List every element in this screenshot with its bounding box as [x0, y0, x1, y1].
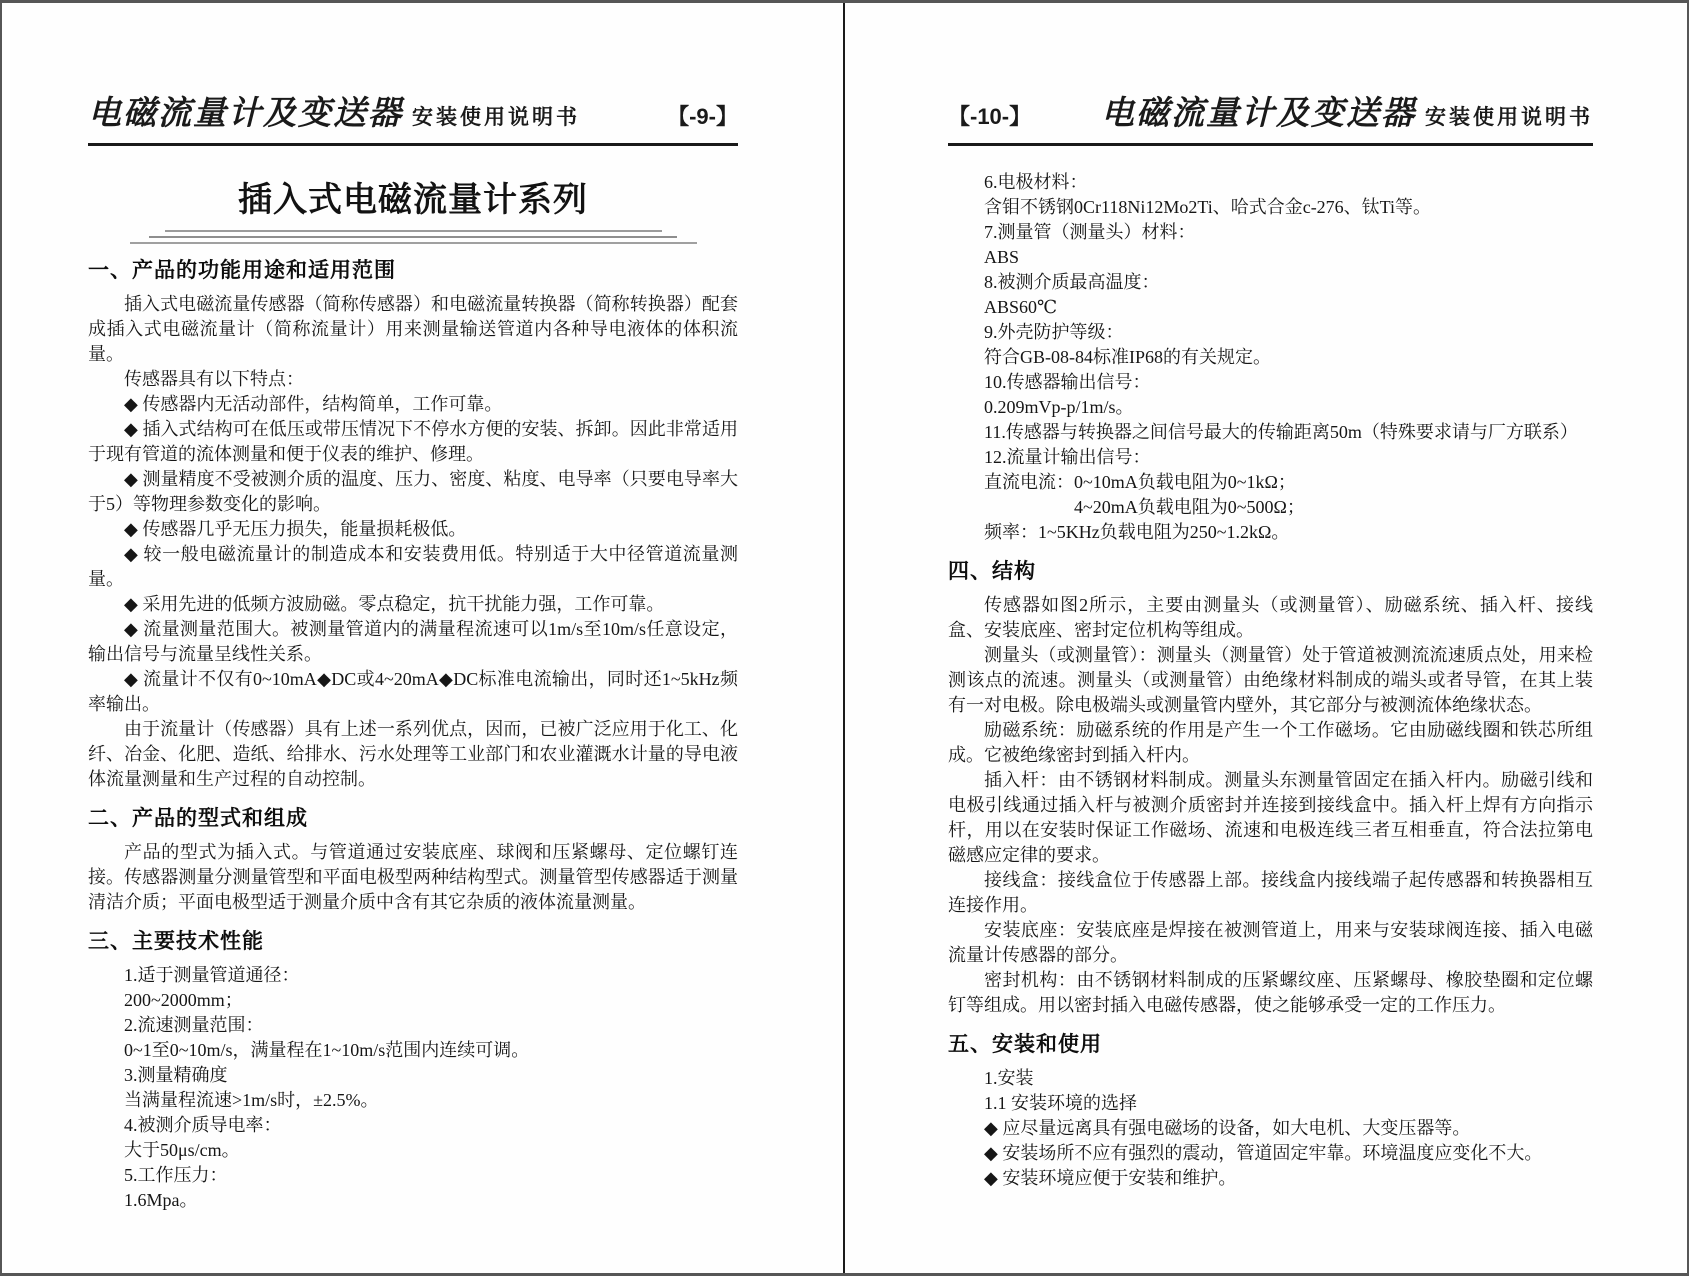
body-paragraph: 测量头（或测量管）：测量头（测量管）处于管道被测流流速质点处，用来检测该点的流速。测量头（或测量管）由绝缘材料制成的端头或者导管，在其上装有一对电极。除电极端头或测量管内壁外，其它部分与被测流体绝缘状态。: [948, 645, 1593, 715]
page-10-header: [948, 87, 1593, 146]
section-heading: 三、主要技术性能: [88, 930, 264, 953]
spec-line: ◆ 应尽量远离具有强电磁场的设备，如大电机、大变压器等。: [984, 1118, 1471, 1138]
body-paragraph: ◆ 流量测量范围大。被测量管道内的满量程流速可以1m/s至10m/s任意设定，输出信号与流量呈线性关系。: [88, 619, 738, 664]
title-underline-decoration: [88, 230, 738, 244]
body-paragraph: ◆ 测量精度不受被测介质的温度、压力、密度、粘度、电导率（只要电导率大于5）等物理参数变化的影响。: [88, 469, 738, 514]
manual-title: 电磁流量计及变送器: [88, 96, 403, 132]
body-paragraph: ◆ 流量计不仅有0~10mA◆DC或4~20mA◆DC标准电流输出，同时还1~5kHz频率输出。: [88, 669, 738, 714]
title-underline-2: [149, 236, 677, 238]
spec-line: ABS: [984, 247, 1020, 267]
spec-line: 10.传感器输出信号：: [984, 372, 1151, 392]
spec-line: ◆ 安装环境应便于安装和维护。: [984, 1168, 1237, 1188]
spec-line: 大于50μs/cm。: [124, 1140, 240, 1160]
spec-line: 9.外壳防护等级：: [984, 322, 1124, 342]
page-10-content: [948, 170, 1593, 1191]
spec-line: 2.流速测量范围：: [124, 1015, 264, 1035]
body-paragraph: 插入式电磁流量传感器（简称传感器）和电磁流量转换器（简称转换器）配套成插入式电磁流量计（简称流量计）用来测量输送管道内各种导电液体的体积流量。: [88, 294, 738, 364]
page-10: [948, 87, 1593, 1191]
manual-title: 电磁流量计及变送器: [1101, 96, 1416, 132]
spec-line: 含钼不锈钢0Cr118Ni12Mo2Ti、哈式合金c-276、钛Ti等。: [984, 197, 1432, 217]
body-paragraph: 传感器具有以下特点：: [124, 369, 304, 389]
spec-line: 4.被测介质导电率：: [124, 1115, 282, 1135]
body-paragraph: ◆ 传感器几乎无压力损失，能量损耗极低。: [124, 519, 467, 539]
spec-line: 5.工作压力：: [124, 1165, 228, 1185]
body-paragraph: 插入杆：由不锈钢材料制成。测量头东测量管固定在插入杆内。励磁引线和电极引线通过插入杆与被测介质密封并连接到接线盒中。插入杆上焊有方向指示杆，用以在安装时保证工作磁场、流速和电极连线三者互相垂直，符合法拉第电磁感应定律的要求。: [948, 770, 1593, 865]
page-9-header: [88, 87, 738, 146]
page-9-content: [88, 257, 738, 1213]
section-heading: 五、安装和使用: [948, 1033, 1102, 1056]
spec-line: 8.被测介质最高温度：: [984, 272, 1160, 292]
page-10-header-title-group: [1101, 87, 1593, 134]
spec-line-wrapped: 4~20mA负载电阻为0~500Ω；: [1074, 497, 1305, 517]
spec-line: 1.1 安装环境的选择: [984, 1093, 1137, 1113]
spec-line: 1.6Mpa。: [124, 1190, 198, 1210]
spec-line: 1.安装: [984, 1068, 1034, 1088]
page-divider: [843, 3, 845, 1273]
spec-line: 6.电极材料：: [984, 172, 1088, 192]
spec-line: ◆ 安装场所不应有强烈的震动，管道固定牢靠。环境温度应变化不大。: [984, 1143, 1543, 1163]
body-paragraph: ◆ 较一般电磁流量计的制造成本和安装费用低。特别适于大中径管道流量测量。: [88, 544, 738, 589]
spec-line: 频率：1~5KHz负载电阻为250~1.2kΩ。: [984, 522, 1290, 542]
spec-line: 11.传感器与转换器之间信号最大的传输距离50m（特殊要求请与厂方联系）: [984, 422, 1578, 442]
page-9: [88, 87, 738, 1213]
section-heading: 一、产品的功能用途和适用范围: [88, 259, 396, 282]
body-paragraph: ◆ 插入式结构可在低压或带压情况下不停水方便的安装、拆卸。因此非常适用于现有管道的流体测量和便于仪表的维护、修理。: [88, 419, 738, 464]
spec-line: 3.测量精确度: [124, 1065, 228, 1085]
spec-line: 0~1至0~10m/s，满量程在1~10m/s范围内连续可调。: [124, 1040, 530, 1060]
page-number-right: 【-10-】: [948, 104, 1032, 129]
spec-line: 12.流量计输出信号：: [984, 447, 1151, 467]
spec-line: 1.适于测量管道通径：: [124, 965, 300, 985]
title-underline-3: [130, 242, 697, 244]
manual-subtitle: 安装使用说明书: [412, 106, 580, 129]
spec-line: 直流电流：0~10mA负载电阻为0~1kΩ；: [984, 472, 1296, 492]
body-paragraph: 由于流量计（传感器）具有上述一系列优点，因而，已被广泛应用于化工、化纤、冶金、化肥、造纸、给排水、污水处理等工业部门和农业灌溉水计量的导电液体流量测量和生产过程的自动控制。: [88, 719, 738, 789]
body-paragraph: 接线盒：接线盒位于传感器上部。接线盒内接线端子起传感器和转换器相互连接作用。: [948, 870, 1593, 915]
body-paragraph: ◆ 采用先进的低频方波励磁。零点稳定，抗干扰能力强，工作可靠。: [124, 594, 665, 614]
title-underline-1: [165, 230, 662, 232]
page-number-left: 【-9-】: [667, 104, 738, 129]
body-paragraph: 安装底座：安装底座是焊接在被测管道上，用来与安装球阀连接、插入电磁流量计传感器的部分。: [948, 920, 1593, 965]
spec-line: 符合GB-08-84标准IP68的有关规定。: [984, 347, 1271, 367]
body-paragraph: 密封机构：由不锈钢材料制成的压紧螺纹座、压紧螺母、橡胶垫圈和定位螺钉等组成。用以密封插入电磁传感器，使之能够承受一定的工作压力。: [948, 970, 1593, 1015]
body-paragraph: ◆ 传感器内无活动部件，结构简单，工作可靠。: [124, 394, 503, 414]
document-title: 插入式电磁流量计系列: [238, 182, 588, 219]
spec-line: 200~2000mm；: [124, 990, 243, 1010]
body-paragraph: 励磁系统：励磁系统的作用是产生一个工作磁场。它由励磁线圈和铁芯所组成。它被绝缘密封到插入杆内。: [948, 720, 1593, 765]
section-heading: 二、产品的型式和组成: [88, 807, 308, 830]
body-paragraph: 产品的型式为插入式。与管道通过安装底座、球阀和压紧螺母、定位螺钉连接。传感器测量分测量管型和平面电极型两种结构型式。测量管型传感器适于测量清洁介质；平面电极型适于测量介质中含有其它杂质的液体流量测量。: [88, 842, 738, 912]
body-paragraph: 传感器如图2所示，主要由测量头（或测量管）、励磁系统、插入杆、接线盒、安装底座、密封定位机构等组成。: [948, 595, 1593, 640]
manual-subtitle: 安装使用说明书: [1425, 106, 1593, 129]
spec-line: 当满量程流速>1m/s时，±2.5%。: [124, 1090, 379, 1110]
spec-line: 7.测量管（测量头）材料：: [984, 222, 1196, 242]
spec-line: 0.209mVp-p/1m/s。: [984, 397, 1134, 417]
spec-line: ABS60℃: [984, 297, 1058, 317]
section-heading: 四、结构: [948, 560, 1036, 583]
